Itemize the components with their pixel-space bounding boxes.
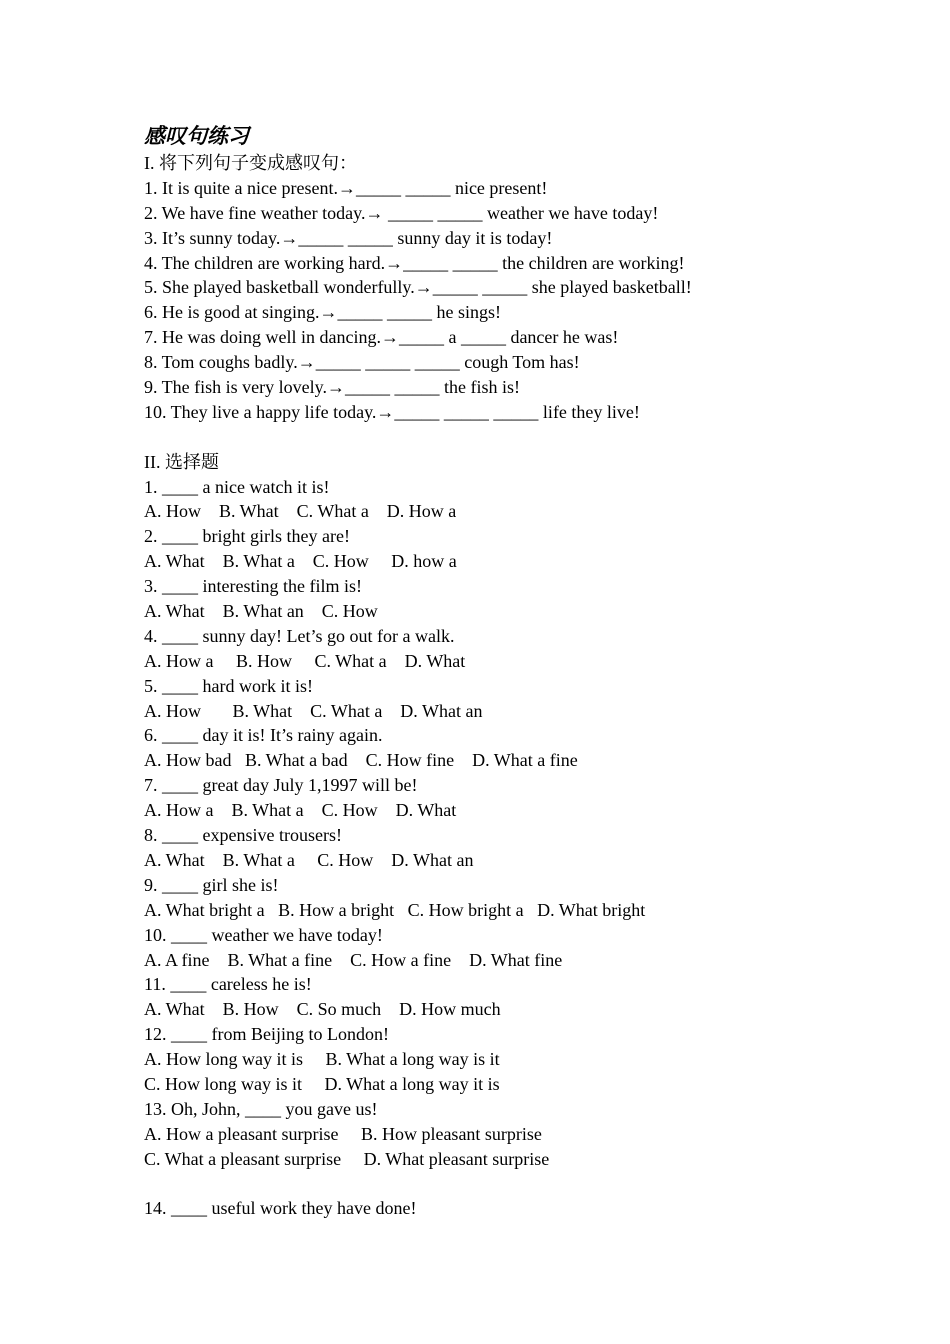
question-options: C. How long way is it D. What a long way it is	[144, 1073, 500, 1094]
section1-item: 3. It’s sunny today.→_____ _____ sunny day it is today!	[144, 227, 553, 248]
section1-item: 6. He is good at singing.→_____ _____ he sings!	[144, 302, 501, 323]
question-stem: 4. ____ sunny day! Let’s go out for a walk.	[144, 625, 455, 646]
section2-heading: II. 选择题	[144, 451, 219, 472]
question-stem: 6. ____ day it is! It’s rainy again.	[144, 725, 383, 746]
question-stem: 9. ____ girl she is!	[144, 874, 279, 895]
question-options: A. What B. What a C. How D. how a	[144, 551, 457, 572]
section1-item: 4. The children are working hard.→_____ _____ the children are working!	[144, 252, 685, 273]
question-stem: 13. Oh, John, ____ you gave us!	[144, 1098, 378, 1119]
section1-heading: I. 将下列句子变成感叹句：	[144, 153, 357, 173]
question-stem: 2. ____ bright girls they are!	[144, 526, 350, 547]
question-options: A. How a pleasant surprise B. How pleasant surprise	[144, 1123, 542, 1144]
question-options: A. What B. How C. So much D. How much	[144, 999, 501, 1020]
question-options: A. What bright a B. How a bright C. How bright a D. What bright	[144, 899, 646, 920]
section1-item: 7. He was doing well in dancing.→_____ a _____ dancer he was!	[144, 327, 619, 348]
section1-item: 5. She played basketball wonderfully.→_____ _____ she played basketball!	[144, 277, 692, 298]
question-options: A. How long way it is B. What a long way is it	[144, 1049, 500, 1070]
section-spacer	[144, 425, 844, 450]
question-options: A. A fine B. What a fine C. How a fine D. What fine	[144, 949, 563, 970]
section1-item: 8. Tom coughs badly.→_____ _____ _____ cough Tom has!	[144, 352, 580, 373]
question-stem: 8. ____ expensive trousers!	[144, 825, 342, 846]
section1-item: 1. It is quite a nice present.→_____ _____ nice present!	[144, 177, 548, 198]
question-stem: 10. ____ weather we have today!	[144, 924, 383, 945]
question-stem: 3. ____ interesting the film is!	[144, 576, 362, 597]
question-stem: 5. ____ hard work it is!	[144, 675, 313, 696]
question-options: A. What B. What a C. How D. What an	[144, 849, 474, 870]
question-options: A. What B. What an C. How	[144, 601, 378, 622]
question-spacer	[144, 1172, 844, 1197]
question-options: A. How B. What C. What a D. How a	[144, 501, 457, 522]
section1-item: 9. The fish is very lovely.→_____ _____ the fish is!	[144, 377, 520, 398]
question-options: A. How a B. What a C. How D. What	[144, 800, 457, 821]
question-stem: 1. ____ a nice watch it is!	[144, 476, 330, 497]
question-options: A. How B. What C. What a D. What an	[144, 700, 483, 721]
question-options: A. How a B. How C. What a D. What	[144, 650, 466, 671]
question-options: A. How bad B. What a bad C. How fine D. What a fine	[144, 750, 578, 771]
section1-item: 10. They live a happy life today.→_____ _____ _____ life they live!	[144, 401, 640, 422]
section1-item: 2. We have fine weather today.→ _____ _____ weather we have today!	[144, 202, 659, 223]
question-stem: 14. ____ useful work they have done!	[144, 1198, 417, 1219]
document-title: 感叹句练习	[144, 124, 249, 148]
worksheet-body	[144, 122, 844, 1221]
question-stem: 11. ____ careless he is!	[144, 974, 312, 995]
question-stem: 12. ____ from Beijing to London!	[144, 1024, 389, 1045]
question-options: C. What a pleasant surprise D. What pleasant surprise	[144, 1148, 550, 1169]
question-stem: 7. ____ great day July 1,1997 will be!	[144, 775, 418, 796]
